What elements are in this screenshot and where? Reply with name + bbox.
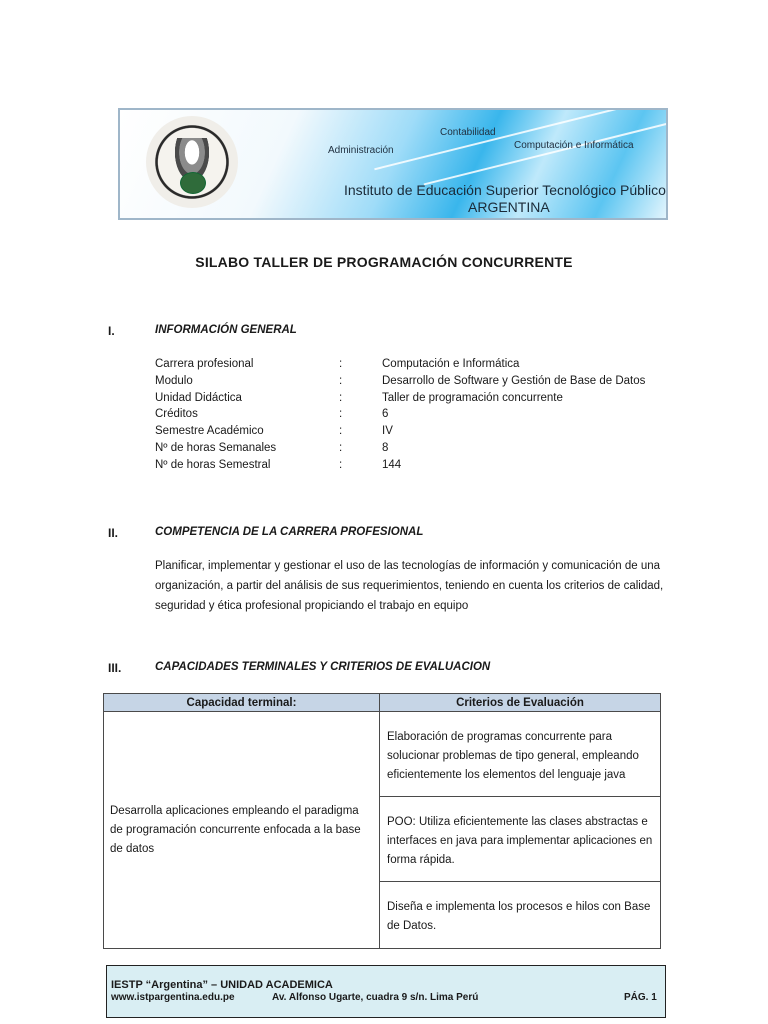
info-label: Nº de horas Semanales — [155, 442, 277, 454]
footer-website: www.istpargentina.edu.pe — [111, 992, 235, 1003]
info-row — [155, 392, 635, 409]
banner-contabilidad: Contabilidad — [440, 127, 496, 138]
section-number: II. — [108, 526, 119, 540]
section-heading: COMPETENCIA DE LA CARRERA PROFESIONAL — [155, 526, 424, 538]
capacidad-cell: Desarrolla aplicaciones empleando el paradigma de programación concurrente enfocada a la base de datos — [104, 712, 380, 949]
info-value: Computación e Informática — [382, 358, 520, 370]
institute-seal-logo — [146, 116, 238, 208]
column-header: Criterios de Evaluación — [380, 694, 661, 712]
info-row — [155, 408, 635, 425]
banner-argentina: ARGENTINA — [468, 199, 550, 215]
page-title: SILABO TALLER DE PROGRAMACIÓN CONCURRENTE — [195, 254, 573, 270]
column-header: Capacidad terminal: — [104, 694, 380, 712]
info-value: IV — [382, 425, 393, 437]
footer-page-number: PÁG. 1 — [624, 992, 657, 1003]
page-footer — [106, 965, 666, 1018]
info-colon: : — [339, 375, 343, 387]
criterio-cell: Diseña e implementa los procesos e hilos con Base de Datos. — [380, 882, 661, 949]
header-banner — [118, 108, 668, 220]
info-label: Modulo — [155, 375, 193, 387]
table-row — [104, 712, 661, 797]
footer-address: Av. Alfonso Ugarte, cuadra 9 s/n. Lima Perú — [272, 992, 479, 1003]
info-value: 8 — [382, 442, 389, 454]
capacidades-table — [103, 693, 661, 949]
info-label: Créditos — [155, 408, 198, 420]
banner-administracion: Administración — [328, 145, 394, 156]
info-colon: : — [339, 408, 343, 420]
info-row — [155, 358, 635, 375]
table-header-row — [104, 694, 661, 712]
info-value: 6 — [382, 408, 389, 420]
info-label: Nº de horas Semestral — [155, 459, 271, 471]
info-value: 144 — [382, 459, 402, 471]
globe-icon — [180, 172, 206, 194]
info-label: Carrera profesional — [155, 358, 254, 370]
info-row — [155, 442, 635, 459]
info-value: Desarrollo de Software y Gestión de Base de Datos — [382, 375, 646, 387]
section-heading: INFORMACIÓN GENERAL — [155, 324, 297, 336]
section-number: I. — [108, 324, 115, 338]
info-label: Unidad Didáctica — [155, 392, 242, 404]
criterio-cell: POO: Utiliza eficientemente las clases abstractas e interfaces en java para implementar aplicaciones en forma rápida. — [380, 797, 661, 882]
info-colon: : — [339, 425, 343, 437]
info-row — [155, 425, 635, 442]
info-colon: : — [339, 392, 343, 404]
footer-institution: IESTP “Argentina” – UNIDAD ACADEMICA — [111, 979, 333, 991]
section-heading: CAPACIDADES TERMINALES Y CRITERIOS DE EVALUACION — [155, 661, 491, 673]
banner-computacion: Computación e Informática — [514, 140, 634, 151]
info-colon: : — [339, 358, 343, 370]
competencia-paragraph: Planificar, implementar y gestionar el uso de las tecnologías de información y comunicación de una organización, a partir del análisis de sus requerimientos, teniendo en cuenta los criterios de calidad, seguridad y ética profesional propiciando el trabajo en equipo — [155, 560, 664, 612]
info-colon: : — [339, 442, 343, 454]
info-label: Semestre Académico — [155, 425, 264, 437]
info-row — [155, 375, 646, 392]
banner-instituto: Instituto de Educación Superior Tecnológico Público — [344, 182, 666, 198]
criterio-cell: Elaboración de programas concurrente para solucionar problemas de tipo general, empleando eficientemente los elementos del lenguaje java — [380, 712, 661, 797]
info-row — [155, 459, 635, 476]
info-colon: : — [339, 459, 343, 471]
section-number: III. — [108, 661, 122, 675]
info-value: Taller de programación concurrente — [382, 392, 563, 404]
